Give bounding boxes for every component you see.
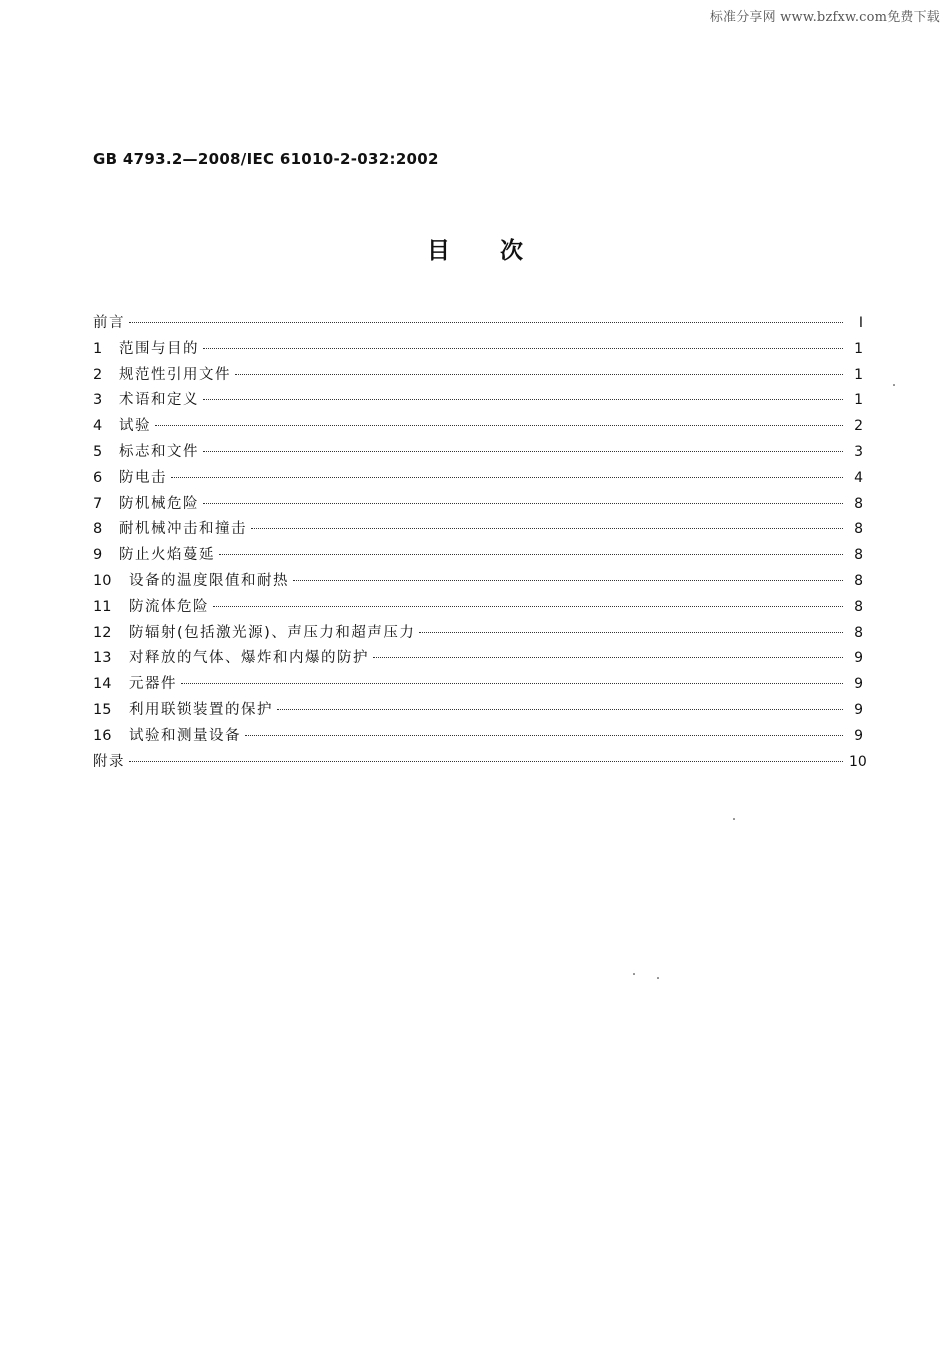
toc-entry-number: 15 bbox=[93, 701, 112, 718]
toc-entry-6[interactable] bbox=[93, 466, 863, 492]
toc-entry-label: 元器件 bbox=[129, 676, 177, 693]
toc-entry-14[interactable] bbox=[93, 672, 863, 698]
toc-entry-number: 1 bbox=[93, 340, 103, 357]
toc-entry-page: 9 bbox=[854, 650, 863, 667]
toc-entry-page: 3 bbox=[854, 443, 863, 460]
toc-entry-page: 4 bbox=[854, 469, 863, 486]
toc-entry-label: 对释放的气体、爆炸和内爆的防护 bbox=[129, 650, 369, 667]
toc-entry-page: 1 bbox=[854, 340, 863, 357]
dot-leader bbox=[203, 451, 843, 452]
toc-entry-page: 9 bbox=[854, 727, 863, 744]
dot-leader bbox=[129, 761, 843, 762]
toc-entry-5[interactable] bbox=[93, 440, 863, 466]
toc-entry-label: 防止火焰蔓延 bbox=[119, 547, 215, 564]
toc-entry-label: 试验 bbox=[119, 418, 151, 435]
toc-entry-page: 8 bbox=[854, 624, 863, 641]
document-code: GB 4793.2—2008/IEC 61010-2-032:2002 bbox=[93, 150, 439, 168]
toc-entry-page: 10 bbox=[849, 753, 867, 770]
dot-leader bbox=[213, 606, 843, 607]
dot-leader bbox=[245, 735, 843, 736]
dot-leader bbox=[129, 322, 843, 323]
toc-entry-page: 8 bbox=[854, 598, 863, 615]
toc-entry-number: 16 bbox=[93, 727, 112, 744]
toc-entry-4[interactable] bbox=[93, 414, 863, 440]
toc-entry-page: 9 bbox=[854, 701, 863, 718]
dot-leader bbox=[373, 657, 843, 658]
toc-entry-label: 试验和测量设备 bbox=[129, 727, 241, 744]
toc-entry-11[interactable] bbox=[93, 595, 863, 621]
dot-leader bbox=[293, 580, 843, 581]
toc-entry-15[interactable] bbox=[93, 698, 863, 724]
toc-entry-number: 14 bbox=[93, 676, 112, 693]
toc-entry-label: 防电击 bbox=[119, 469, 167, 486]
scan-speck bbox=[893, 384, 895, 386]
toc-entry-label: 范围与目的 bbox=[119, 340, 199, 357]
toc-entry-3[interactable] bbox=[93, 388, 863, 414]
toc-entry-number: 2 bbox=[93, 366, 103, 383]
toc-title: 目次 bbox=[427, 238, 573, 264]
dot-leader bbox=[419, 632, 843, 633]
toc-entry-1[interactable] bbox=[93, 337, 863, 363]
toc-entry-label: 术语和定义 bbox=[119, 392, 199, 409]
dot-leader bbox=[203, 348, 843, 349]
toc-entry-number: 9 bbox=[93, 547, 103, 564]
toc-entry-label: 附录 bbox=[93, 753, 125, 770]
toc-entry-label: 设备的温度限值和耐热 bbox=[129, 572, 289, 589]
toc-entry-label: 利用联锁装置的保护 bbox=[129, 701, 273, 718]
toc-entry-8[interactable] bbox=[93, 517, 863, 543]
toc-entry-label: 标志和文件 bbox=[119, 443, 199, 460]
toc-entry-12[interactable] bbox=[93, 621, 863, 647]
dot-leader bbox=[219, 554, 843, 555]
toc-entry-page: 8 bbox=[854, 547, 863, 564]
dot-leader bbox=[251, 528, 843, 529]
toc-entry-label: 防辐射(包括激光源)、声压力和超声压力 bbox=[129, 624, 416, 641]
toc-entry-page: 1 bbox=[854, 392, 863, 409]
table-of-contents bbox=[93, 311, 867, 775]
toc-entry-page: I bbox=[858, 315, 863, 331]
toc-entry-label: 耐机械冲击和撞击 bbox=[119, 521, 247, 538]
toc-entry-number: 4 bbox=[93, 418, 103, 435]
dot-leader bbox=[277, 709, 843, 710]
toc-entry-13[interactable] bbox=[93, 646, 863, 672]
toc-entry-number: 12 bbox=[93, 624, 112, 641]
toc-entry-page: 2 bbox=[854, 418, 863, 435]
toc-entry-10[interactable] bbox=[93, 569, 863, 595]
toc-entry-number: 10 bbox=[93, 572, 112, 589]
toc-entry-page: 8 bbox=[854, 495, 863, 512]
toc-entry-number: 13 bbox=[93, 650, 112, 667]
dot-leader bbox=[155, 425, 843, 426]
watermark-text: 标准分享网 www.bzfxw.com免费下载 bbox=[709, 10, 940, 25]
toc-entry-number: 6 bbox=[93, 469, 103, 486]
toc-entry-16[interactable] bbox=[93, 724, 863, 750]
toc-entry-7[interactable] bbox=[93, 492, 863, 518]
toc-entry-page: 1 bbox=[854, 366, 863, 383]
toc-entry-number: 7 bbox=[93, 495, 103, 512]
toc-entry-number: 3 bbox=[93, 392, 103, 409]
toc-entry-label: 规范性引用文件 bbox=[119, 366, 231, 383]
toc-entry-page: 8 bbox=[854, 521, 863, 538]
dot-leader bbox=[171, 477, 843, 478]
scan-speck bbox=[633, 973, 635, 975]
toc-entry-label: 防机械危险 bbox=[119, 495, 199, 512]
toc-entry-number: 11 bbox=[93, 598, 112, 615]
toc-entry-foreword[interactable] bbox=[93, 311, 863, 337]
toc-entry-number: 8 bbox=[93, 521, 103, 538]
dot-leader bbox=[203, 503, 843, 504]
scan-speck bbox=[733, 818, 735, 820]
dot-leader bbox=[203, 399, 843, 400]
toc-entry-label: 前言 bbox=[93, 315, 125, 331]
toc-entry-label: 防流体危险 bbox=[129, 598, 209, 615]
toc-entry-number: 5 bbox=[93, 443, 103, 460]
dot-leader bbox=[235, 374, 843, 375]
scan-speck bbox=[657, 977, 659, 979]
toc-entry-page: 9 bbox=[854, 676, 863, 693]
toc-entry-page: 8 bbox=[854, 572, 863, 589]
toc-entry-annex[interactable] bbox=[93, 750, 867, 776]
dot-leader bbox=[181, 683, 843, 684]
toc-entry-9[interactable] bbox=[93, 543, 863, 569]
toc-entry-2[interactable] bbox=[93, 363, 863, 389]
